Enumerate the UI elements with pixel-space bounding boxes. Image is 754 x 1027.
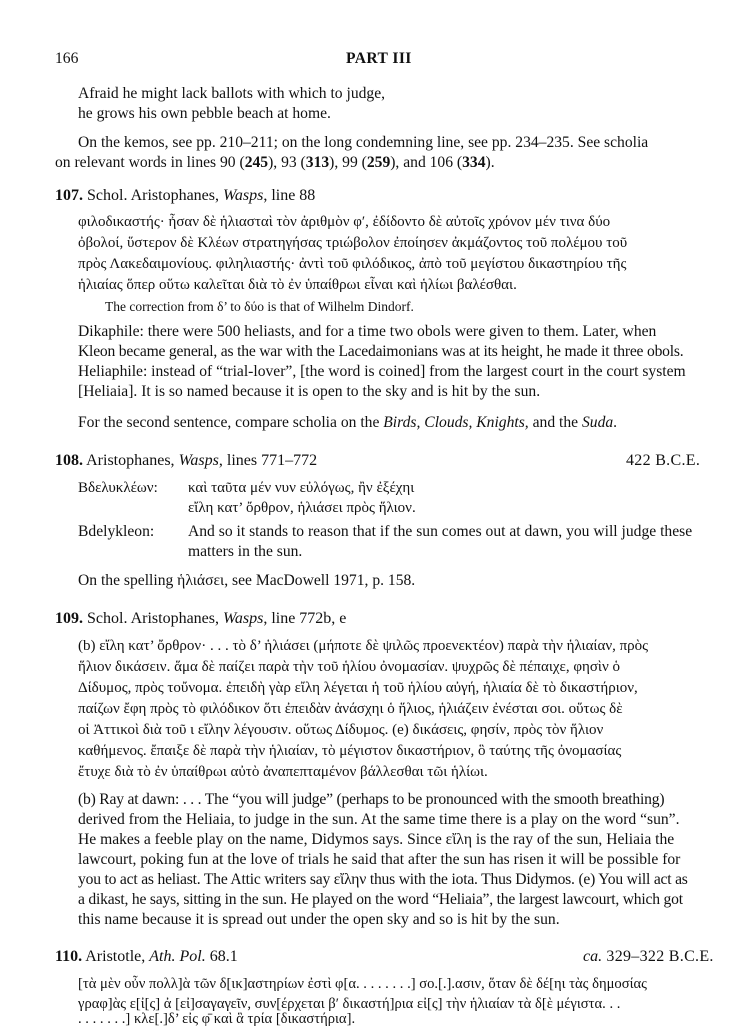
speaker-greek: Βδελυκλέων: [78, 480, 158, 496]
translation-line: (b) Ray at dawn: . . . The “you will judge” (perhaps to be pronounced with the smooth breathing) [78, 791, 665, 808]
greek-line: [τὰ μὲν οὖν πολλ]ὰ τῶν δ[ικ]αστηρίων ἐστὶ φ[α. . . . . . . .] σο.[.].ασιν, ὅταν δὲ δέ[ηι τὰς δημοσίας [78, 976, 647, 992]
verse-line: he grows his own pebble beach at home. [78, 105, 331, 122]
greek-line: εἴλη κατ’ ὄρθρον, ἡλιάσει πρὸς ἥλιον. [188, 500, 416, 516]
greek-line: (b) εἴλη κατ’ ὄρθρον· . . . τὸ δ’ ἡλιάσει (μήποτε δὲ ψιλῶς προενεκτέον) παρὰ τὴν ἡλιαίαν, πρὸς [78, 638, 649, 654]
translation-line: derived from the Heliaia, to judge in the sun. At the same time there is a play on the word “sun”. [78, 811, 680, 828]
textual-note: The correction from δ’ to δύο is that of Wilhelm Dindorf. [105, 299, 414, 314]
entry-109-heading: 109. Schol. Aristophanes, Wasps, line 772b, e [55, 610, 347, 627]
greek-line: παίζων ἔφη πρὸς τὸ φιλόδικον ὅτι ἐπειδὰν ἀνάσχηι ὁ ἥλιος, ἡλιάζειν ἐνέσται σοι. οὕτως δὲ [78, 701, 623, 717]
greek-line: οἱ Ἀττικοὶ διὰ τοῦ ι εἴλην λέγουσιν. οὕτως Δίδυμος. (e) δικάσεις, φησίν, πρὸς τὸν ἥλιον [78, 722, 604, 738]
translation-line: matters in the sun. [188, 543, 303, 560]
translation-line: He makes a feeble play on the name, Didymos says. Since εἴλη is the ray of the sun, Heliaia the [78, 831, 675, 848]
translation-line: lawcourt, poking fun at the love of trials he said that after the sun has risen it will be possible for [78, 851, 681, 868]
greek-line: καὶ ταῦτα μέν νυν εὐλόγως, ἢν ἐξέχηι [188, 480, 415, 496]
translation-line: And so it stands to reason that if the sun comes out at dawn, you will judge these [188, 523, 693, 540]
page-number: 166 [55, 50, 79, 67]
speaker-english: Bdelykleon: [78, 523, 155, 540]
translation-line: Heliaphile: instead of “trial-lover”, [the word is coined] from the largest court in the court system [78, 363, 686, 380]
greek-line: γραφ]ὰς ε[ἰ[ς] ἀ [εἰ]σαγαγεῖν, συν[έρχεται βʹ δικαστή]ρια εἰ[ς] τὴν ἡλιαίαν τὰ δ[ὲ μέγιστα. . . [78, 996, 621, 1012]
intro-note: On the kemos, see pp. 210–211; on the long condemning line, see pp. 234–235. See scholia [78, 134, 649, 151]
entry-110-heading: 110. Aristotle, Ath. Pol. 68.1 [55, 948, 238, 965]
greek-line: πρὸς Λακεδαιμονίους. φιληλιαστής· ἀντὶ τοῦ φιλόδικος, ἀπὸ τοῦ μεγίστου δικαστηρίου τῆς [78, 256, 627, 272]
compare-note: For the second sentence, compare scholia on the Birds, Clouds, Knights, and the Suda. [78, 414, 618, 431]
intro-note-refs: on relevant words in lines 90 (245), 93 (313), 99 (259), and 106 (334). [55, 154, 495, 171]
translation-line: [Heliaia]. It is so named because it is open to the sky and is hit by the sun. [78, 383, 541, 400]
entry-108-date: 422 B.C.E. [626, 452, 701, 469]
greek-line: ἔτυχε διὰ τὸ ἐν ὑπαίθρωι αὐτὸ ἀναπεπταμένον βάλλεσθαι τῶι ἡλίωι. [78, 764, 488, 780]
entry-107-heading: 107. Schol. Aristophanes, Wasps, line 88 [55, 187, 316, 204]
spelling-note: On the spelling ἡλιάσει, see MacDowell 1971, p. 158. [78, 572, 416, 589]
translation-line: Dikaphile: there were 500 heliasts, and for a time two obols were given to them. Later, when [78, 323, 657, 340]
greek-line: ἡλιαίας ὅπερ οὕτω καλεῖται διὰ τὸ ἐν ὑπαίθρωι εἶναι καὶ ἡλίωι βαλέσθαι. [78, 277, 517, 293]
greek-line: φιλοδικαστής· ἦσαν δὲ ἡλιασταὶ τὸν ἀριθμὸν φʹ, ἐδίδοντο δὲ αὐτοῖς χρόνον μέν τινα δύο [78, 214, 611, 230]
greek-line: ὀβολοί, ὕστερον δὲ Κλέων στρατηγήσας τριώβολον ἐποίησεν ἀκμάζοντος τοῦ πολέμου τοῦ [78, 235, 628, 251]
greek-line: Δίδυμος, πρὸς τοὔνομα. ἐπειδὴ γὰρ εἴλη λέγεται ἡ τοῦ ἡλίου αὐγή, ἡλιαία δὲ τὸ δικαστήριον, [78, 680, 638, 696]
translation-line: this name because it is spread out under the open sky and so is hit by the sun. [78, 911, 560, 928]
greek-line: ἥλιον δικάσειν. ἅμα δὲ παίζει παρὰ τὴν τοῦ ἡλίου ὀνομασίαν. ψυχρῶς δὲ πέπαιχε, φησὶν ὁ [78, 659, 620, 675]
running-title: PART III [346, 50, 412, 67]
greek-line: καθήμενος. ἔπαιξε δὲ παρὰ τὴν ἡλιαίαν, τὸ μέγιστον δικαστήριον, ὃ ταύτης τῆς ὀνομασίας [78, 743, 622, 759]
entry-110-date: ca. 329–322 B.C.E. [583, 948, 714, 965]
translation-line: you to act as heliast. The Attic writers say εἴλην thus with the iota. Thus Didymos. (e) You will act as [78, 871, 688, 888]
greek-line: . . . . . . .] κλε[.]δ’ εἰς φ̄ καὶ ἃ τρία [δικαστήρια]. [78, 1011, 356, 1027]
translation-line: Kleon became general, as the war with the Lacedaimonians was at its height, he made it three obols. [78, 343, 684, 360]
verse-line: Afraid he might lack ballots with which to judge, [78, 85, 386, 102]
translation-line: a dikast, he says, sitting in the sun. He played on the word “Heliaia”, the largest lawcourt, which got [78, 891, 683, 908]
entry-108-heading: 108. Aristophanes, Wasps, lines 771–772 [55, 452, 318, 469]
